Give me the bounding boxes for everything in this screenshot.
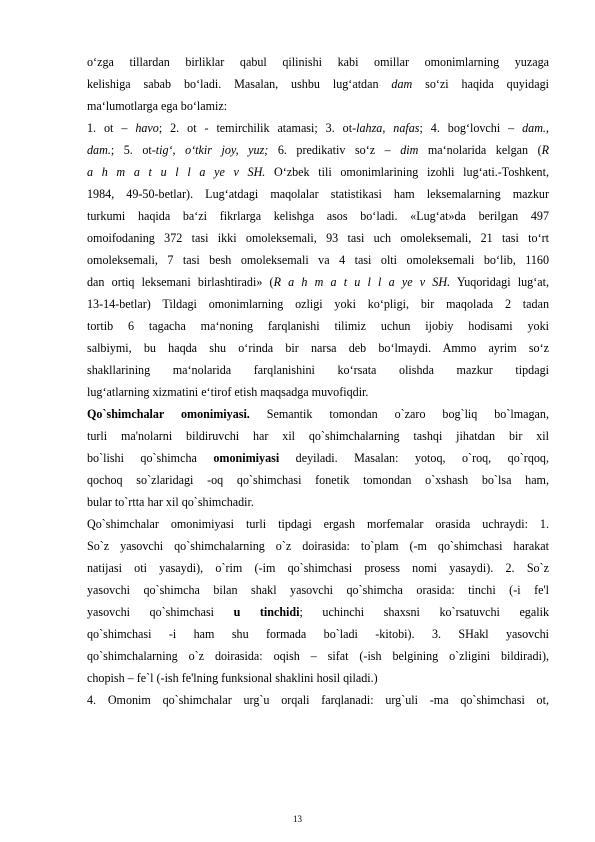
text-run: 13-14-betlar) Tildagi omonimlarning ozligi yoki ko‘pligi, bir maqolada 2 tadan	[87, 297, 549, 311]
text-run: qo`shimchalarning o`z doirasida: oqish – sifat (-ish belgining o`zligini bildiradi),	[87, 649, 549, 663]
text-run: kelishiga sabab bo‘ladi. Masalan, ushbu lug‘atdan	[87, 77, 392, 91]
text-run: dan ortiq leksemani birlashtiradi» (	[87, 275, 274, 289]
text-line	[87, 425, 549, 447]
text-line	[87, 513, 549, 535]
text-run: tig‘, o‘tkir joy, yuz;	[155, 143, 269, 157]
text-line	[87, 271, 549, 293]
text-run: u tinchidi	[233, 605, 300, 619]
text-line	[87, 645, 549, 667]
text-run: o‘zga tillardan birliklar qabul qilinishi kabi omillar omonimlarning yuzaga	[87, 55, 549, 69]
text-run: ; 2. ot - temirchilik atamasi; 3. ot-	[158, 121, 357, 135]
text-run: havo	[135, 121, 159, 135]
text-run: omoifodaning 372 tasi ikki omoleksemali, 93 tasi uch omoleksemali, 21 tasi to‘rt	[87, 231, 549, 245]
text-run: ; 5. ot-	[110, 143, 156, 157]
text-line	[87, 117, 549, 139]
text-run: 6. predikativ so‘z –	[268, 143, 401, 157]
text-line: 4. Omonim qo`shimchalar urg`u orqali farqlanadi: urg`uli -ma qo`shimchasi ot,	[87, 693, 549, 707]
body-text	[87, 51, 549, 711]
text-line	[87, 161, 549, 183]
text-run: Semantik tomondan o`zaro bog`liq bo`lmagan,	[249, 407, 549, 421]
text-run: qochoq so`zlaridagi -oq qo`shimchasi fonetik tomondan o`xshash bo`lsa ham,	[87, 473, 549, 487]
text-line	[87, 601, 549, 623]
text-run: Qo`shimchalar omonimiyasi turli tipdagi ergash morfemalar orasida uchraydi: 1.	[87, 517, 549, 531]
text-line: lug‘atlarning xizmatini e‘tirof etish maqsadga muvofiqdir.	[87, 385, 369, 399]
text-line	[87, 359, 549, 381]
text-run: turli ma'nolarni bildiruvchi har xil qo`shimchalarning tashqi jihatdan bir xil	[87, 429, 549, 443]
text-run: So`z yasovchi qo`shimchalarning o`z doirasida: to`plam (-m qo`shimchasi harakat	[87, 539, 549, 553]
text-run: omonimiyasi	[213, 451, 280, 465]
text-run: qo`shimchasi -i ham shu formada bo`ladi -kitobi). 3. SHakl yasovchi	[87, 627, 549, 641]
text-run: turkumi haqida ba‘zi fikrlarga kelishga asos bo‘ladi. «Lug‘at»da berilgan 497	[87, 209, 549, 223]
text-run: lahza, nafas	[356, 121, 420, 135]
text-run: tortib 6 tagacha ma‘noning farqlanishi tilimiz uchun ijobiy hodisami yoki	[87, 319, 549, 333]
text-run: 1. ot –	[87, 121, 136, 135]
text-run: shakllarining ma‘nolarida farqlanishini ko‘rsata olishda mazkur tipdagi	[87, 363, 549, 377]
text-run: dam.	[87, 143, 111, 157]
text-run: a h m a t u l l a ye v SH.	[87, 165, 266, 179]
text-run: yasovchi qo`shimchasi	[87, 605, 234, 619]
text-line	[87, 535, 549, 557]
text-run: ; 4. bog‘lovchi –	[419, 121, 523, 135]
text-run: deyiladi. Masalan: yotoq, o`roq, qo`rqoq,	[279, 451, 549, 465]
text-line	[87, 73, 549, 95]
text-line	[87, 249, 549, 271]
text-line	[87, 183, 549, 205]
text-run: dim	[400, 143, 419, 157]
text-line	[87, 51, 549, 73]
text-line	[87, 227, 549, 249]
text-line	[87, 315, 549, 337]
text-line	[87, 337, 549, 359]
text-line	[87, 139, 549, 161]
text-line	[87, 293, 549, 315]
text-line	[87, 623, 549, 645]
text-line	[87, 579, 549, 601]
text-line	[87, 469, 549, 491]
text-run: ma‘nolarida kelgan (	[418, 143, 542, 157]
text-line	[87, 205, 549, 227]
text-run: natijasi oti yasaydi), o`rim (-im qo`shimchasi prosess nomi yasaydi). 2. So`z	[87, 561, 549, 575]
text-line: bular to`rtta har xil qo`shimchadir.	[87, 495, 254, 509]
text-run: ; uchinchi shaxsni ko`rsatuvchi egalik	[299, 605, 549, 619]
page-number: 13	[293, 814, 302, 824]
text-run: omoleksemali, 7 tasi besh omoleksemali va 4 tasi olti omoleksemali bo‘lib, 1160	[87, 253, 549, 267]
text-run: yasovchi qo`shimcha bilan shakl yasovchi qo`shimcha orasida: tinchi (-i fe'l	[87, 583, 549, 597]
text-line	[87, 403, 549, 425]
text-run: 1984, 49-50-betlar). Lug‘atdagi maqolalar statistikasi ham leksemalarning mazkur	[87, 187, 549, 201]
text-run: Qo`shimchalar omonimiyasi.	[87, 407, 250, 421]
text-run: Yuqoridagi lug‘at,	[450, 275, 549, 289]
text-line: chopish – fe`l (-ish fe'lning funksional shaklini hosil qiladi.)	[87, 671, 378, 685]
text-run: dam	[391, 77, 413, 91]
text-run: salbiymi, bu haqda shu o‘rinda bir narsa deb bo‘lmaydi. Ammo ayrim so‘z	[87, 341, 549, 355]
text-run: so‘zi haqida quyidagi	[412, 77, 549, 91]
text-run: R	[541, 143, 549, 157]
text-run: bo`lishi qo`shimcha	[87, 451, 214, 465]
text-line: ma‘lumotlarga ega bo‘lamiz:	[87, 99, 228, 113]
text-run: dam.,	[522, 121, 549, 135]
text-line	[87, 447, 549, 469]
text-run: R a h m a t u l l a ye v SH.	[273, 275, 451, 289]
text-run: O‘zbek tili omonimlarining izohli lug‘ati.-Toshkent,	[265, 165, 549, 179]
text-line	[87, 557, 549, 579]
